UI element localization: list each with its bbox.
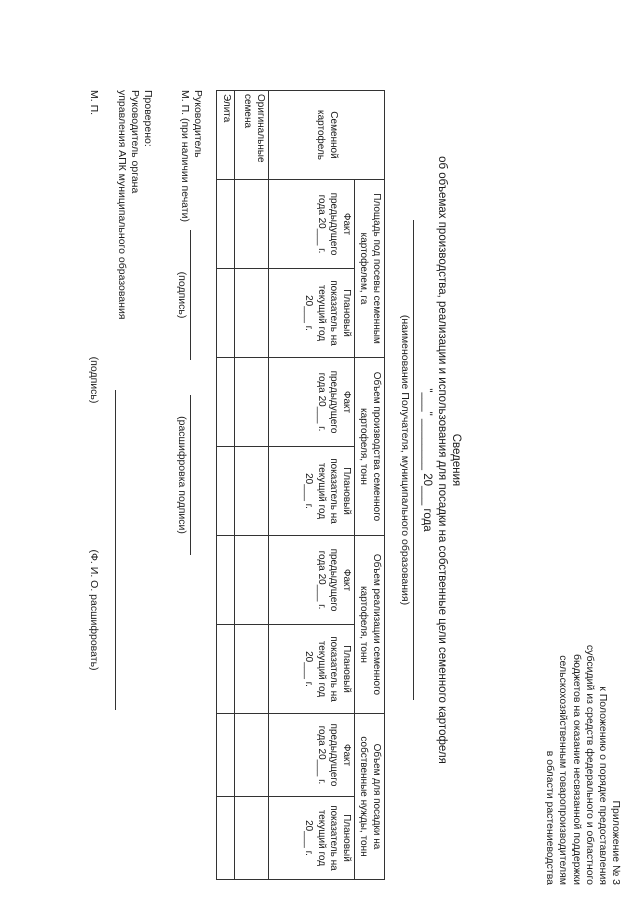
row-label-original: Оригинальные семена	[235, 91, 269, 180]
sign-caption: (подпись)	[176, 271, 188, 319]
header-plan: Плановый показатель на текущий год 20___ г.	[269, 625, 355, 714]
header-sales: Объем реализации семенного картофеля, тонн	[355, 536, 385, 714]
header-plan: Плановый показатель на текущий год 20___ г.	[269, 447, 355, 536]
table-cell[interactable]	[217, 796, 235, 879]
table-cell[interactable]	[217, 269, 235, 358]
header-fact: Факт предыдущего года 20___ г.	[269, 358, 355, 447]
checked-label: Проверено:	[142, 90, 154, 147]
recipient-line	[413, 220, 414, 700]
appendix-line: сельскохозяйственным товаропроизводителям	[557, 655, 570, 885]
header-own-needs: Объем для посадки на собственные нужды, тонн	[355, 714, 385, 880]
title-date: "___" ________ 20___ года	[421, 388, 434, 532]
organ-sign-line	[115, 390, 116, 710]
seal2-label: М. П.	[88, 90, 100, 116]
recipient-caption: (наименование Получателя, муниципального образования)	[399, 314, 411, 606]
header-fact: Факт предыдущего года 20___ г.	[269, 536, 355, 625]
appendix-block	[543, 585, 622, 885]
title-heading: Сведения	[450, 433, 462, 487]
table-cell[interactable]	[217, 625, 235, 714]
table-cell[interactable]	[235, 796, 269, 879]
header-plan: Плановый показатель на текущий год 20___ г.	[269, 796, 355, 879]
table-cell[interactable]	[217, 536, 235, 625]
potato-table	[216, 90, 385, 880]
head-sign-line	[190, 230, 191, 360]
appendix-line: субсидий из средств федерального и областного	[583, 644, 596, 885]
seal-label: М. П. (при наличии печати)	[179, 90, 191, 222]
header-fact: Факт предыдущего года 20___ г.	[269, 180, 355, 269]
table-cell[interactable]	[235, 269, 269, 358]
appendix-line: к Положению о порядке предоставления	[596, 686, 609, 885]
table-cell[interactable]	[217, 714, 235, 797]
appendix-number: Приложение № 3	[610, 800, 622, 885]
table-cell[interactable]	[235, 625, 269, 714]
table-cell[interactable]	[235, 447, 269, 536]
table-cell[interactable]	[217, 358, 235, 447]
organ-mgmt-label: управления АПК муниципального образования	[116, 90, 128, 320]
header-potato: Семенной картофель	[269, 91, 385, 180]
organ-head-label: Руководитель органа	[129, 90, 141, 194]
fio-caption: (Ф. И. О. расшифровать)	[88, 549, 100, 671]
appendix-line: бюджетов на оказание несвязанной поддержки	[570, 654, 583, 885]
header-fact: Факт предыдущего года 20___ г.	[269, 714, 355, 797]
header-plan: Плановый показатель на текущий год 20___ г.	[269, 269, 355, 358]
title-subheading: об объемах производства, реализации и использования для посадки на собственные цели семенного картофеля	[435, 156, 448, 764]
table-cell[interactable]	[235, 180, 269, 269]
decode-caption: (расшифровка подписи)	[176, 416, 188, 534]
header-production: Объем производства семенного картофеля, тонн	[355, 358, 385, 536]
header-area: Площадь под посевы семенным картофелем, га	[355, 180, 385, 358]
table-cell[interactable]	[235, 714, 269, 797]
table-cell[interactable]	[217, 180, 235, 269]
appendix-line: в области растениеводства	[544, 750, 557, 885]
head-decode-line	[190, 395, 191, 555]
row-label-elite: Элита	[217, 91, 235, 180]
head-label: Руководитель	[192, 90, 204, 158]
table-cell[interactable]	[235, 358, 269, 447]
document-title	[420, 60, 463, 860]
sign-caption-2: (подпись)	[88, 356, 100, 404]
table-cell[interactable]	[217, 447, 235, 536]
table-cell[interactable]	[235, 536, 269, 625]
